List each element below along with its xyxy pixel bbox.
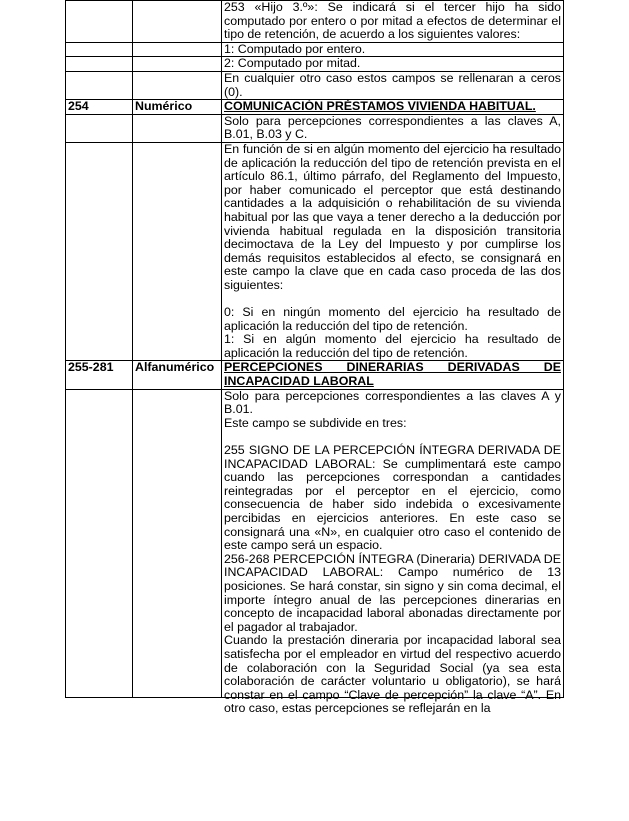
- hijo3-option-2: 2: Computado por mitad.: [224, 56, 361, 71]
- type-cell: [133, 42, 222, 57]
- type-cell: [133, 389, 222, 698]
- field-spec-table: [65, 0, 564, 716]
- type-cell: [133, 1, 222, 43]
- description-cell: [222, 114, 564, 142]
- type-cell: [133, 57, 222, 72]
- field-value-1: 1: Si en algún momento del ejercicio ha resultado de aplicación la reducción del tipo de retención.: [224, 332, 561, 360]
- document-page: [65, 0, 563, 716]
- description-cell: [222, 1, 564, 43]
- description-cell: [222, 71, 564, 99]
- type-cell: [133, 71, 222, 99]
- field-position: 254: [66, 100, 133, 115]
- description-cell: [222, 57, 564, 72]
- position-cell: [66, 1, 133, 43]
- position-cell: [66, 57, 133, 72]
- hijo3-text: 253 «Hijo 3.º»: Se indicará si el tercer hijo ha sido computado por entero o por mitad a efectos de determinar el tipo de retención, de acuerdo a los siguientes valores:: [224, 0, 561, 42]
- description-cell: [222, 42, 564, 57]
- position-cell: [66, 389, 133, 698]
- table-row: [66, 389, 564, 698]
- field-title: PERCEPCIONES DINERARIAS DERIVADAS DE INCAPACIDAD LABORAL: [222, 361, 564, 389]
- field-subdivide-note: Este campo se subdivide en tres:: [224, 415, 407, 430]
- hijo3-zeros-note: En cualquier otro caso estos campos se rellenaran a ceros (0).: [224, 70, 561, 99]
- position-cell: [66, 71, 133, 99]
- hijo3-option-1: 1: Computado por entero.: [224, 41, 366, 56]
- description-cell: [222, 142, 564, 361]
- subfield-255: 255 SIGNO DE LA PERCEPCIÓN ÍNTEGRA DERIVADA DE INCAPACIDAD LABORAL: Se cumplimentará este campo cuando las percepciones correspondan a cantidades reintegradas por el perceptor en el ejercicio, como consecuencia de haber sido indebida o excesivamente percibidas en ejercicios anteriores. En este caso se consignará una «N», en cualquier otro caso el contenido de este campo será un espacio.: [224, 443, 561, 553]
- field-title: COMUNICACIÓN PRÉSTAMOS VIVIENDA HABITUAL.: [222, 100, 564, 115]
- table-row: [66, 71, 564, 99]
- table-row: [66, 42, 564, 57]
- field-type: Alfanumérico: [133, 361, 222, 389]
- table-row: [66, 1, 564, 43]
- paragraph-gap: [224, 430, 561, 444]
- field-scope: Solo para percepciones correspondientes a las claves A y B.01.: [224, 388, 561, 417]
- subfield-256-268: 256-268 PERCEPCIÓN ÍNTEGRA (Dineraria) DERIVADA DE INCAPACIDAD LABORAL: Campo numérico de 13 posiciones. Se hará constar, sin signo y sin coma decimal, el importe íntegro anual de las percepciones dinerarias en concepto de incapacidad laboral abonadas directamente por el pagador al trabajador.: [224, 551, 561, 634]
- field-position: 255-281: [66, 361, 133, 389]
- field-scope: Solo para percepciones correspondientes a las claves A, B.01, B.03 y C.: [224, 113, 561, 142]
- field-value-0: 0: Si en ningún momento del ejercicio ha resultado de aplicación la reducción del tipo de retención.: [224, 305, 561, 333]
- description-cell: [222, 388, 564, 716]
- clipped-paragraph: [224, 633, 561, 716]
- field-type: Numérico: [133, 100, 222, 115]
- position-cell: [66, 142, 133, 361]
- table-row: [66, 57, 564, 72]
- subfield-cuando: Cuando la prestación dineraria por incapacidad laboral sea satisfecha por el empleador en virtud del respectivo acuerdo de colaboración con la Seguridad Social (ya sea esta colaboración de carácter voluntario u obligatorio), se hará constar en el campo “Clave de percepción” la clave “A”. En otro caso, estas percepciones se reflejarán en la: [224, 633, 561, 716]
- paragraph-gap: [224, 292, 561, 306]
- table-row: [66, 361, 564, 389]
- type-cell: [133, 114, 222, 142]
- table-row: [66, 100, 564, 115]
- position-cell: [66, 114, 133, 142]
- field-body: En función de si en algún momento del ejercicio ha resultado de aplicación la reducción del tipo de retención prevista en el artículo 86.1, último párrafo, del Reglamento del Impuesto, por haber comunicado el perceptor que está destinando cantidades a la adquisición o rehabilitación de su vivienda habitual por las que vaya a tener derecho a la deducción por vivienda habitual regulada en la disposición transitoria decimoctava de la Ley del Impuesto y por cumplirse los demás requisitos establecidos al efecto, se consignará en este campo la clave que en cada caso proceda de las dos siguientes:: [224, 141, 561, 292]
- table-row: [66, 114, 564, 142]
- type-cell: [133, 142, 222, 361]
- position-cell: [66, 42, 133, 57]
- table-row: [66, 142, 564, 361]
